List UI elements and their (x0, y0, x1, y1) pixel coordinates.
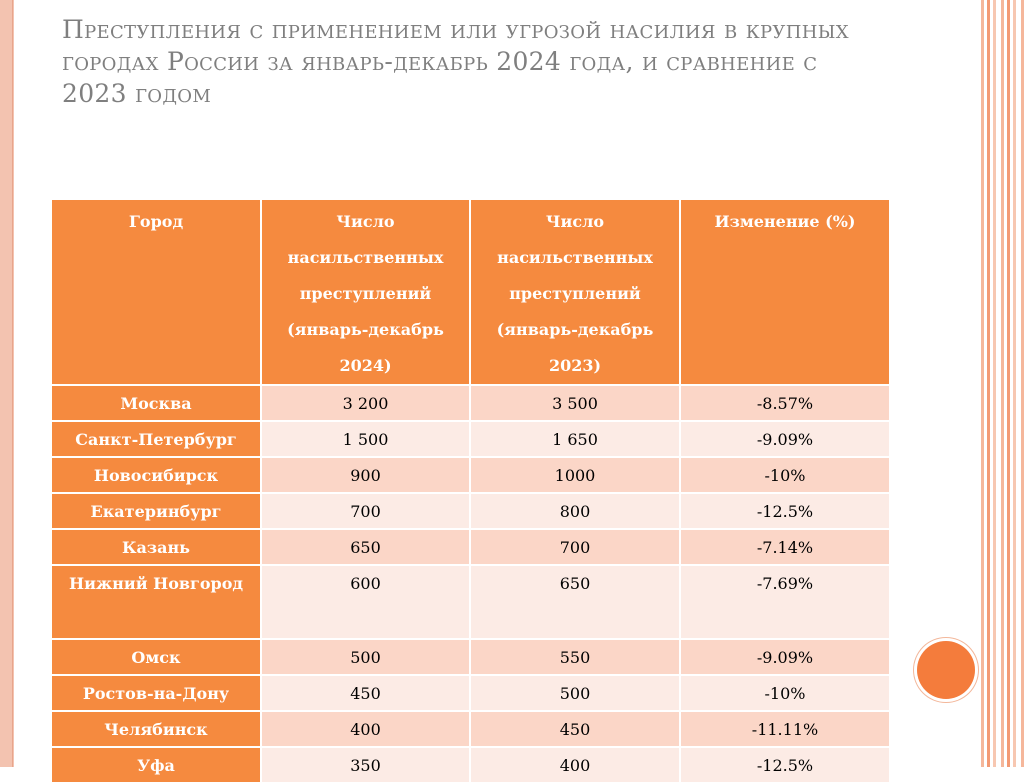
city-cell: Екатеринбург (51, 493, 261, 529)
count-2023-cell: 450 (470, 711, 680, 747)
table-header-row (51, 199, 890, 385)
change-cell: -9.09% (680, 421, 890, 457)
decorative-circle (917, 641, 975, 699)
city-cell: Казань (51, 529, 261, 565)
count-2024-cell: 700 (261, 493, 470, 529)
header-count-2024: Число насильственных преступлений (январь-декабрь 2024) (261, 199, 470, 385)
count-2023-cell: 400 (470, 747, 680, 783)
table-row (51, 457, 890, 493)
change-cell: -10% (680, 457, 890, 493)
count-2023-cell: 1000 (470, 457, 680, 493)
count-2024-cell: 350 (261, 747, 470, 783)
change-cell: -10% (680, 675, 890, 711)
header-city: Город (51, 199, 261, 385)
table-row (51, 421, 890, 457)
count-2024-cell: 1 500 (261, 421, 470, 457)
count-2024-cell: 600 (261, 565, 470, 639)
table-row (51, 675, 890, 711)
change-cell: -8.57% (680, 385, 890, 421)
count-2024-cell: 3 200 (261, 385, 470, 421)
change-cell: -7.14% (680, 529, 890, 565)
change-cell: -11.11% (680, 711, 890, 747)
city-cell: Москва (51, 385, 261, 421)
table-row (51, 747, 890, 783)
count-2023-cell: 650 (470, 565, 680, 639)
right-decorative-stripes (981, 0, 1024, 767)
count-2024-cell: 650 (261, 529, 470, 565)
table-row (51, 493, 890, 529)
count-2023-cell: 3 500 (470, 385, 680, 421)
count-2023-cell: 700 (470, 529, 680, 565)
count-2024-cell: 400 (261, 711, 470, 747)
slide-title: Преступления с применением или угрозой насилия в крупных городах России за январь-декабрь 2024 года, и сравнение с 2023 годом (62, 15, 849, 108)
city-cell: Челябинск (51, 711, 261, 747)
count-2023-cell: 1 650 (470, 421, 680, 457)
left-frame-line (12, 0, 13, 767)
count-2024-cell: 500 (261, 639, 470, 675)
header-count-2023: Число насильственных преступлений (январь-декабрь 2023) (470, 199, 680, 385)
count-2023-cell: 500 (470, 675, 680, 711)
count-2024-cell: 900 (261, 457, 470, 493)
change-cell: -7.69% (680, 565, 890, 639)
city-cell: Новосибирск (51, 457, 261, 493)
count-2023-cell: 800 (470, 493, 680, 529)
city-cell: Омск (51, 639, 261, 675)
city-cell: Санкт-Петербург (51, 421, 261, 457)
change-cell: -12.5% (680, 493, 890, 529)
table-row (51, 529, 890, 565)
change-cell: -12.5% (680, 747, 890, 783)
header-change: Изменение (%) (680, 199, 890, 385)
table-row (51, 711, 890, 747)
table-row (51, 639, 890, 675)
table-row (51, 565, 890, 639)
crime-statistics-table (50, 198, 891, 784)
city-cell: Нижний Новгород (51, 565, 261, 639)
count-2023-cell: 550 (470, 639, 680, 675)
count-2024-cell: 450 (261, 675, 470, 711)
city-cell: Уфа (51, 747, 261, 783)
city-cell: Ростов-на-Дону (51, 675, 261, 711)
change-cell: -9.09% (680, 639, 890, 675)
table-row (51, 385, 890, 421)
